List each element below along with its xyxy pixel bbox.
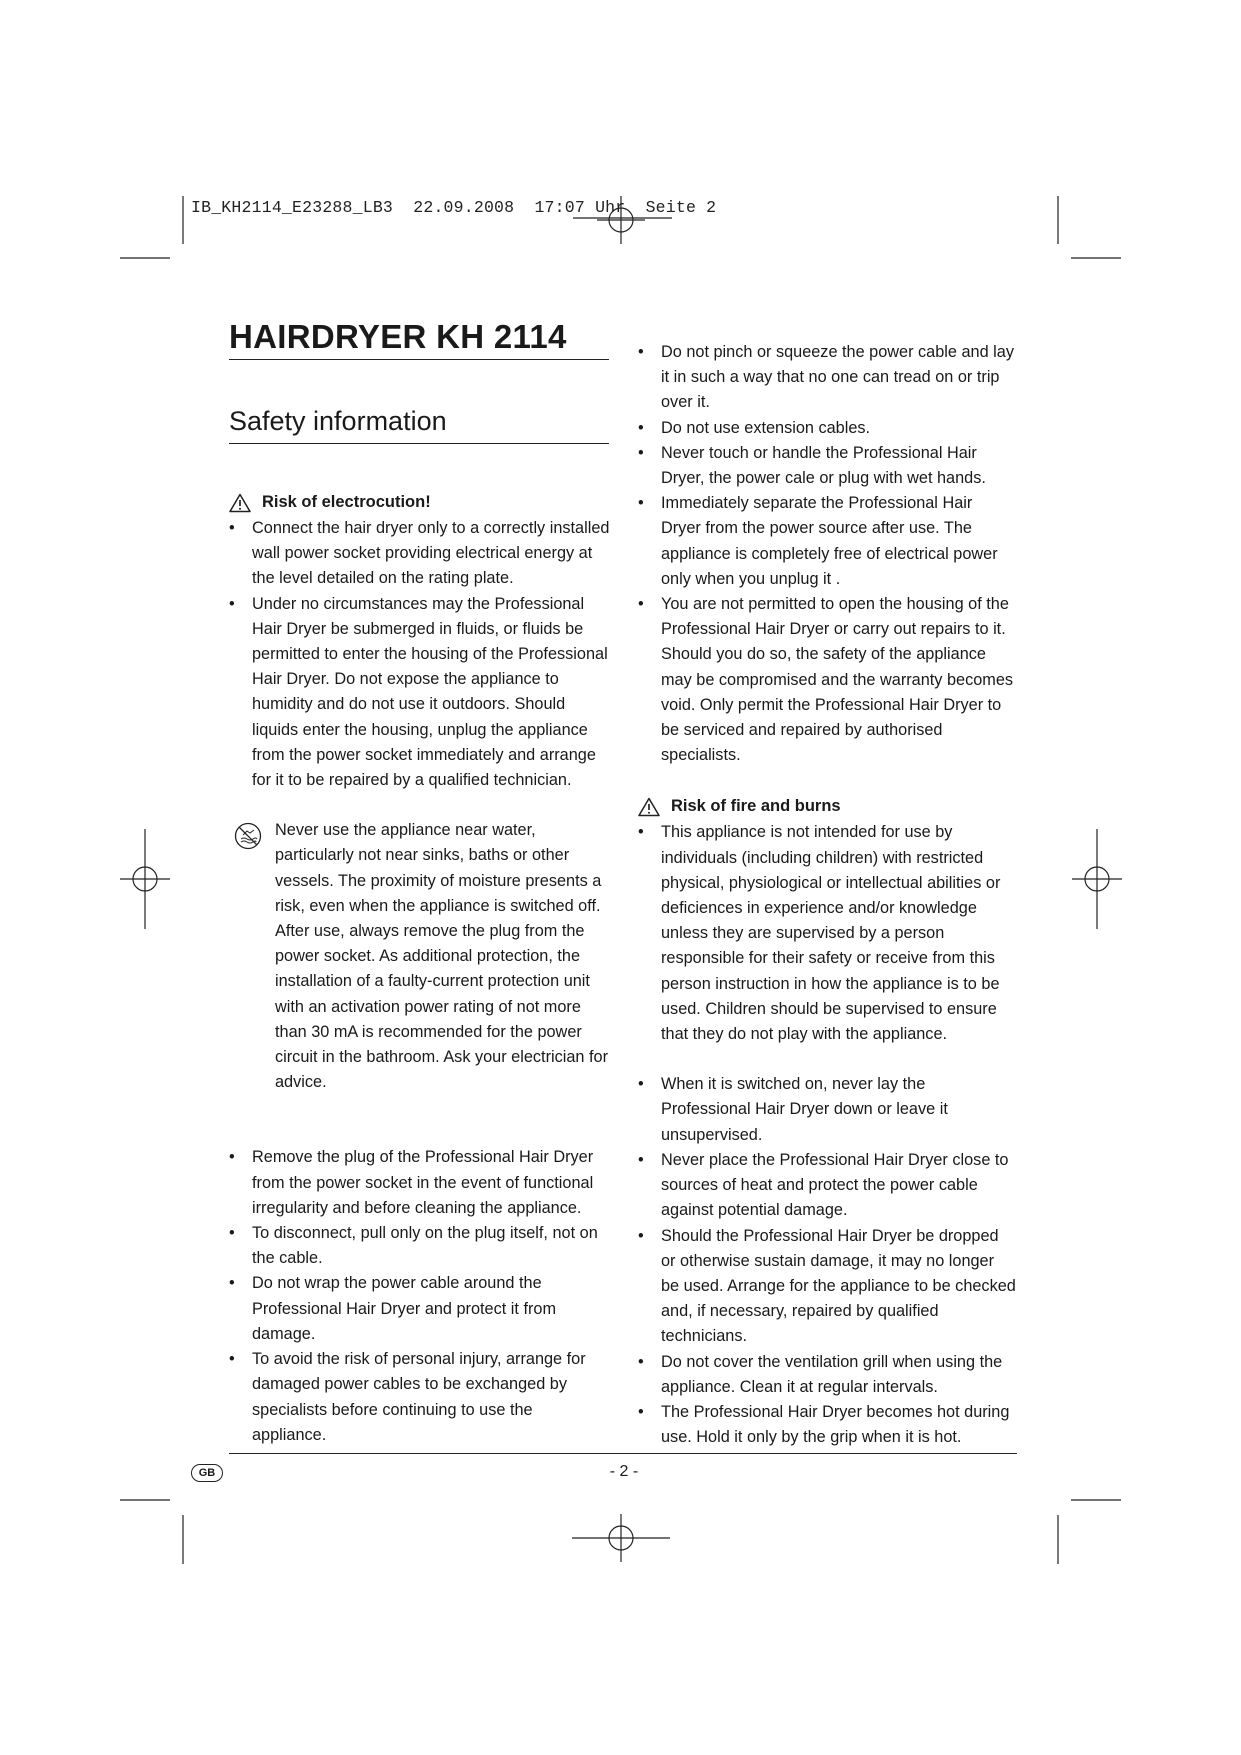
page-title: HAIRDRYER KH 2114 [229,318,609,360]
bullet-list [638,820,1016,1047]
page-number: - 2 - [609,1463,639,1480]
footer-divider [229,1453,1017,1454]
country-badge: GB [191,1464,223,1482]
water-note-paragraph: Never use the appliance near water, particularly not near sinks, baths or other vessels. The proximity of moisture presents a risk, even when the appliance is switched off. [275,821,602,915]
list-item: • This appliance is not intended for use by individuals (including children) with restricted physical, physiological or intellectual abilities or deficiences in experience and/or knowledge unless they are supervised by a person responsible for their safety or receive from this person instruction in how the appliance is to be used. Children should be supervised to ensure that they do not play with the appliance. [638,820,1016,1047]
bullet-list [638,1072,1016,1450]
list-item: • To avoid the risk of personal injury, arrange for damaged power cables to be exchanged by specialists before continuing to use the appliance. [229,1347,611,1448]
registration-mark-icon [597,196,645,244]
list-item: • Connect the hair dryer only to a correctly installed wall power socket providing electrical energy at the level detailed on the rating plate. [229,516,611,592]
electrocution-warning-heading [229,489,611,516]
list-item: • Never touch or handle the Professional Hair Dryer, the power cale or plug with wet hands. [638,441,1016,491]
registration-mark-icon [1072,829,1122,929]
list-item: • Never place the Professional Hair Dryer close to sources of heat and protect the power cable against potential damage. [638,1148,1016,1224]
list-item: • Do not wrap the power cable around the Professional Hair Dryer and protect it from damage. [229,1271,611,1347]
list-item: • Do not use extension cables. [638,416,1016,441]
print-slug-line: IB_KH2114_E23288_LB3 22.09.2008 17:07 Uhr Seite 2 [191,198,717,217]
bullet-list [229,1145,611,1447]
section-heading: Safety information [229,406,609,444]
bullet-list [638,340,1016,768]
list-item: • Do not cover the ventilation grill when using the appliance. Clean it at regular intervals. [638,1350,1016,1400]
list-item: • Immediately separate the Professional Hair Dryer from the power source after use. The appliance is completely free of electrical power only when you unplug it . [638,491,1016,592]
list-item: • Under no circumstances may the Professional Hair Dryer be submerged in fluids, or fluids be permitted to enter the housing of the Professional Hair Dryer. Do not expose the appliance to humidity and do not use it outdoors. Should liquids enter the housing, unplug the appliance from the power socket immediately and arrange for it to be repaired by a qualified technician. [229,592,611,794]
list-item: • When it is switched on, never lay the Professional Hair Dryer down or leave it unsupervised. [638,1072,1016,1148]
list-item: • To disconnect, pull only on the plug itself, not on the cable. [229,1221,611,1271]
list-item: • The Professional Hair Dryer becomes hot during use. Hold it only by the grip when it is hot. [638,1400,1016,1450]
warning-triangle-icon [229,493,251,513]
warning-triangle-icon [638,797,660,817]
warning-heading-label: Risk of electrocution! [262,492,431,511]
right-column [638,340,1016,1450]
water-warning-note [229,818,611,1095]
water-note-paragraph: After use, always remove the plug from the power socket. As additional protection, the installation of a faulty-current protection unit with an activation power rating of not more than 30 mA is recommended for the power circuit in the bathroom. Ask your electrician for advice. [275,922,609,1092]
list-item: • Should the Professional Hair Dryer be dropped or otherwise sustain damage, it may no longer be used. Arrange for the appliance to be checked and, if necessary, repaired by qualified technicians. [638,1224,1016,1350]
no-water-icon [234,822,262,850]
registration-mark-icon [120,829,170,929]
list-item: • Remove the plug of the Professional Hair Dryer from the power socket in the event of functional irregularity and before cleaning the appliance. [229,1145,611,1221]
left-column [229,489,611,1448]
registration-mark-icon [572,1514,670,1562]
list-item: • You are not permitted to open the housing of the Professional Hair Dryer or carry out repairs to it. Should you do so, the safety of the appliance may be compromised and the warranty becomes void. Only permit the Professional Hair Dryer to be serviced and repaired by authorised specialists. [638,592,1016,768]
warning-heading-label: Risk of fire and burns [671,797,841,816]
fire-warning-heading [638,793,1016,820]
list-item: • Do not pinch or squeeze the power cable and lay it in such a way that no one can tread on or trip over it. [638,340,1016,416]
bullet-list [229,516,611,793]
